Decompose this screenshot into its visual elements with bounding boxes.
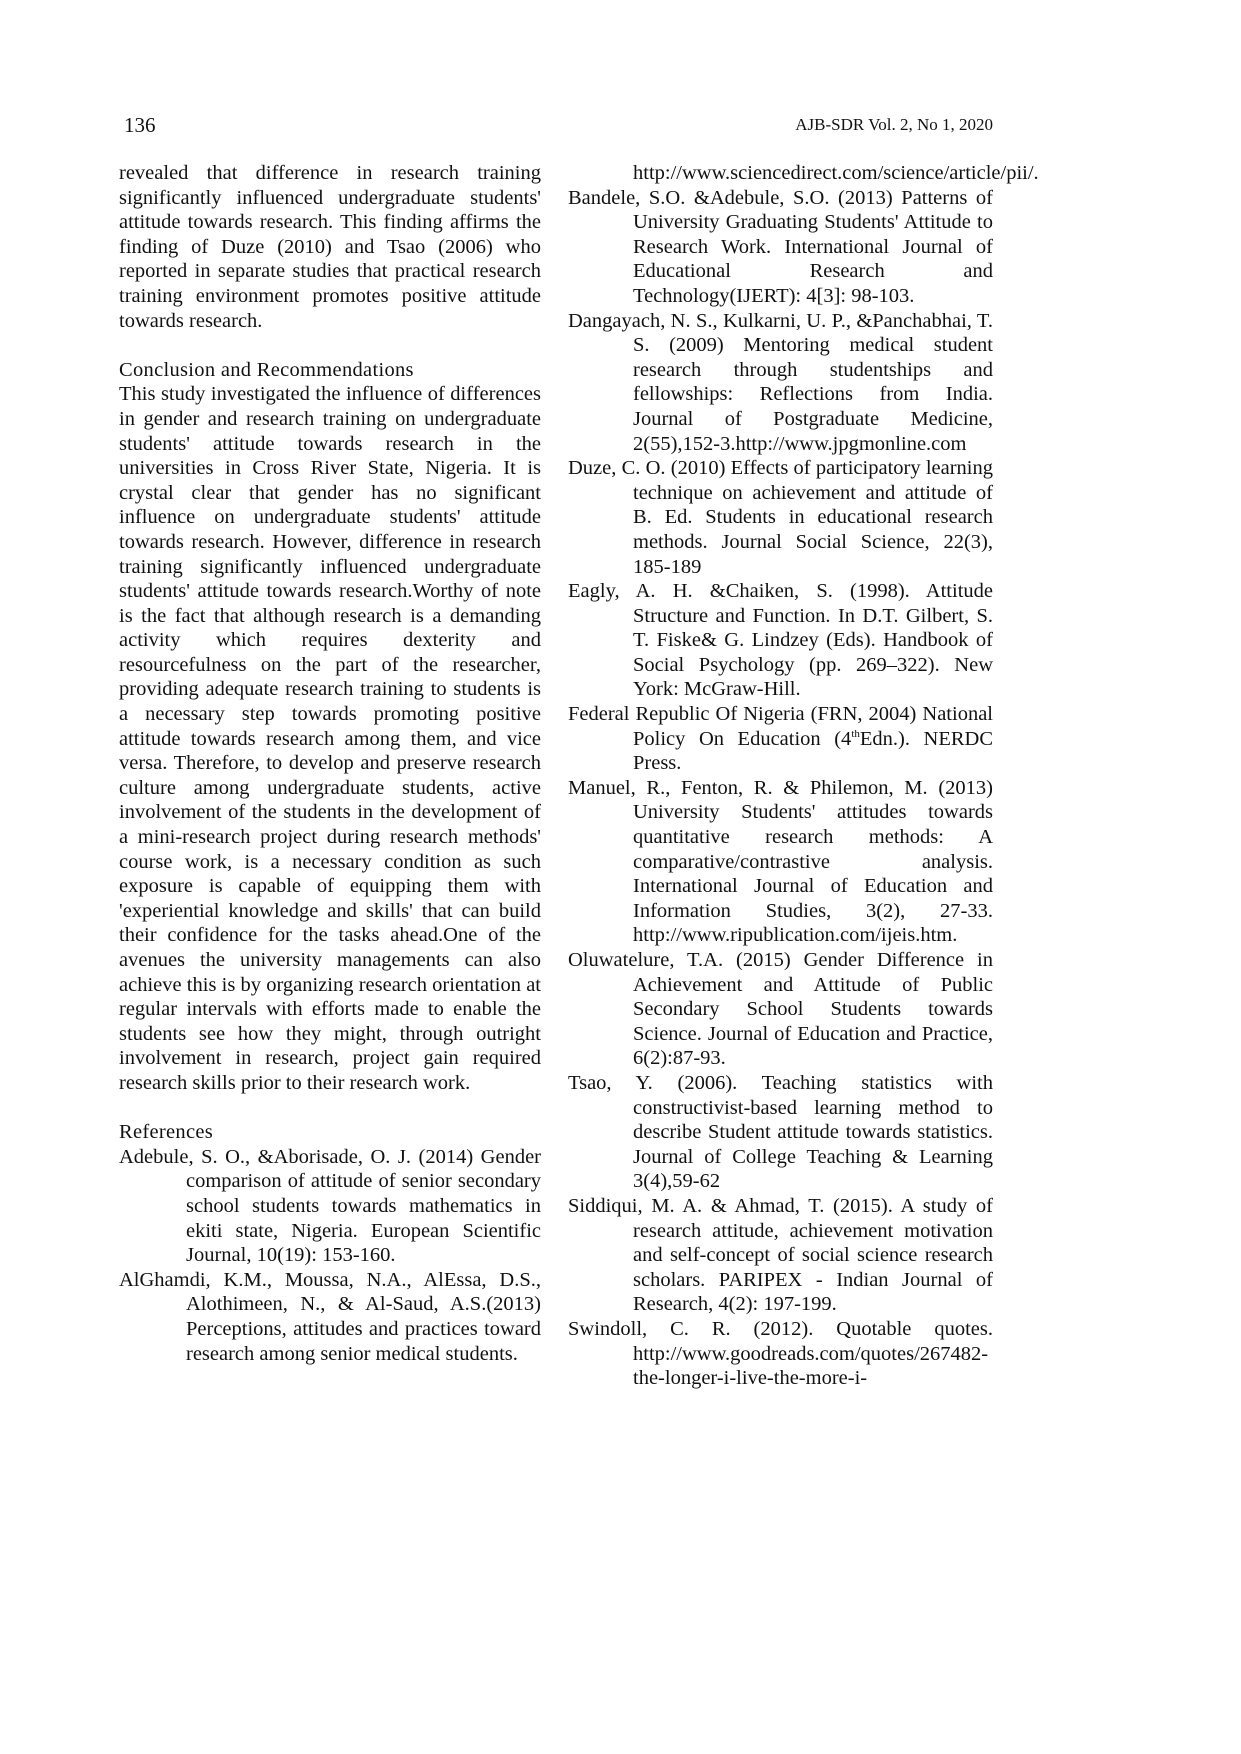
reference-entry: Swindoll, C. R. (2012). Quotable quotes. http://www.goodreads.com/quotes/267482-the-longer-i-live-the-more-i- [568,1317,993,1390]
frn-text-end: Edn.). NERDC Press. [633,727,994,775]
conclusion-heading: Conclusion and Recommendations [119,358,414,381]
reference-entry: Oluwatelure, T.A. (2015) Gender Difference in Achievement and Attitude of Public Secondary School Students towards Science. Journal of Education and Practice, 6(2):87-93. [568,949,993,1070]
spacer [119,333,541,358]
reference-entry: Bandele, S.O. &Adebule, S.O. (2013) Patterns of University Graduating Students' Attitude to Research Work. International Journal of Educational Research and Technology(IJERT): 4[3]: 98-103. [568,186,993,307]
frn-text: Federal Republic Of Nigeria (FRN, 2004) National Policy On Education (4 [568,703,993,750]
reference-entry: Dangayach, N. S., Kulkarni, U. P., &Panchabhai, T. S. (2009) Mentoring medical student research through studentships and fellowships: Reflections from India. Journal of Postgraduate Medicine, 2(55),152-3.http://www.jpgmonline.com [568,309,993,455]
reference-entry: Duze, C. O. (2010) Effects of participatory learning technique on achievement and attitude of B. Ed. Students in educational research methods. Journal Social Science, 22(3), 185-189 [568,457,993,578]
reference-entry-frn [568,702,993,776]
ordinal-superscript: th [851,727,860,740]
reference-entry: Tsao, Y. (2006). Teaching statistics with constructivist-based learning method to describe Student attitude towards statistics. Journal of College Teaching & Learning 3(4),59-62 [568,1071,993,1193]
right-column [568,161,1039,1391]
intro-paragraph: revealed that difference in research training significantly influenced undergraduate students' attitude towards research. This finding affirms the finding of Duze (2010) and Tsao (2006) who reported in separate studies that practical research training environment promotes positive attitude towards research. [119,162,541,332]
running-header: AJB-SDR Vol. 2, No 1, 2020 [795,115,993,134]
left-column [119,161,541,1366]
conclusion-paragraph: This study investigated the influence of differences in gender and research training on undergraduate students' attitude towards research in the universities in Cross River State, Nigeria. It is crystal clear that gender has no significant influence on undergraduate students' attitude towards research. However, difference in research training significantly influenced undergraduate students' attitude towards research.Worthy of note is the fact that although research is a demanding activity which requires dexterity and resourcefulness on the part of the researcher, providing adequate research training to students is a necessary step towards promoting positive attitude towards research among them, and vice versa. Therefore, to develop and preserve research culture among undergraduate students, active involvement of the students in the development of a mini-research project during research methods' course work, is a necessary condition as such exposure is capable of equipping them with 'experiential knowledge and skills' that can build their confidence for the tasks ahead.One of the avenues the university managements can also achieve this is by organizing research orientation at regular intervals with efforts made to enable the students see how they might, through outright involvement in research, project gain required research skills prior to their research work. [119,383,541,1094]
reference-entry: Siddiqui, M. A. & Ahmad, T. (2015). A study of research attitude, achievement motivation and self-concept of social science research scholars. PARIPEX - Indian Journal of Research, 4(2): 197-199. [568,1194,993,1316]
spacer [119,1096,541,1121]
reference-entry: Adebule, S. O., &Aborisade, O. J. (2014) Gender comparison of attitude of senior secondary school students towards mathematics in ekiti state, Nigeria. European Scientific Journal, 10(19): 153-160. [119,1145,541,1267]
references-heading: References [119,1121,214,1144]
reference-entry: Eagly, A. H. &Chaiken, S. (1998). Attitude Structure and Function. In D.T. Gilbert, S. T. Fiske& G. Lindzey (Eds). Handbook of Social Psychology (pp. 269–322). New York: McGraw-Hill. [568,580,993,701]
reference-entry: AlGhamdi, K.M., Moussa, N.A., AlEssa, D.S., Alothimeen, N., & Al-Saud, A.S.(2013) Perceptions, attitudes and practices toward research among senior medical students. [119,1268,541,1365]
page-number: 136 [124,113,156,137]
reference-continuation: http://www.sciencedirect.com/science/article/pii/. [633,162,1039,184]
reference-entry: Manuel, R., Fenton, R. & Philemon, M. (2013) University Students' attitudes towards quantitative research methods: A comparative/contrastive analysis. International Journal of Education and Information Studies, 3(2), 27-33. http://www.ripublication.com/ijeis.htm. [568,776,993,947]
